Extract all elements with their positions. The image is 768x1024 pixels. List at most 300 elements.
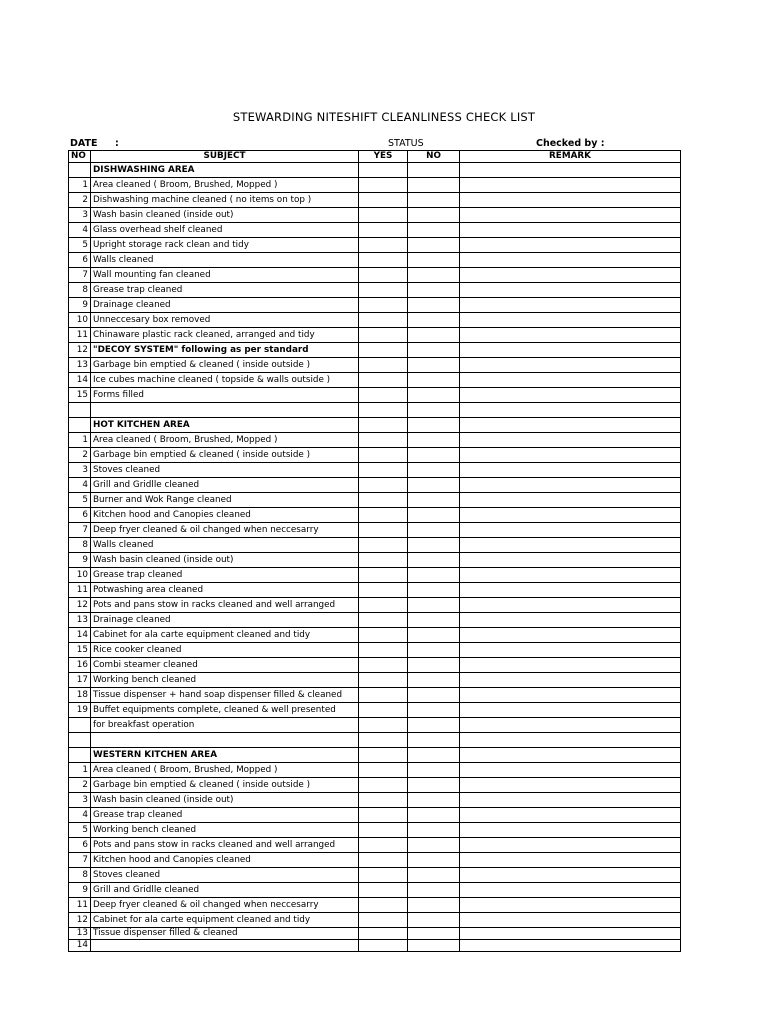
status-no-cell[interactable] bbox=[408, 898, 460, 913]
remark-cell[interactable] bbox=[460, 523, 681, 538]
subject-cell: Potwashing area cleaned bbox=[91, 583, 359, 598]
table-row bbox=[69, 523, 681, 538]
status-no-cell[interactable] bbox=[408, 178, 460, 193]
remark-cell[interactable] bbox=[460, 898, 681, 913]
status-yes-cell[interactable] bbox=[359, 628, 408, 643]
table-row bbox=[69, 478, 681, 493]
status-yes-cell[interactable] bbox=[359, 388, 408, 403]
row-number: 13 bbox=[69, 358, 91, 373]
table-row bbox=[69, 223, 681, 238]
row-number: 11 bbox=[69, 583, 91, 598]
remark-cell[interactable] bbox=[460, 223, 681, 238]
remark-cell[interactable] bbox=[460, 403, 681, 418]
status-yes-cell[interactable] bbox=[359, 823, 408, 838]
subject-cell: Grill and Gridlle cleaned bbox=[91, 883, 359, 898]
status-yes-cell[interactable] bbox=[359, 343, 408, 358]
row-number: 14 bbox=[69, 940, 91, 952]
status-no-cell[interactable] bbox=[408, 598, 460, 613]
table-row bbox=[69, 718, 681, 733]
subject-cell: Pots and pans stow in racks cleaned and well arranged bbox=[91, 598, 359, 613]
status-no-cell[interactable] bbox=[408, 478, 460, 493]
subject-cell: Wall mounting fan cleaned bbox=[91, 268, 359, 283]
status-no-cell[interactable] bbox=[408, 463, 460, 478]
subject-cell: Working bench cleaned bbox=[91, 823, 359, 838]
row-number: 10 bbox=[69, 568, 91, 583]
remark-cell[interactable] bbox=[460, 433, 681, 448]
status-yes-cell[interactable] bbox=[359, 463, 408, 478]
status-yes-cell[interactable] bbox=[359, 928, 408, 940]
status-no-cell[interactable] bbox=[408, 853, 460, 868]
status-no-cell[interactable] bbox=[408, 838, 460, 853]
status-yes-cell[interactable] bbox=[359, 583, 408, 598]
section-title: DISHWASHING AREA bbox=[91, 163, 359, 178]
remark-cell[interactable] bbox=[460, 253, 681, 268]
table-row bbox=[69, 343, 681, 358]
remark-cell[interactable] bbox=[460, 463, 681, 478]
subject-cell: Walls cleaned bbox=[91, 538, 359, 553]
status-no-cell[interactable] bbox=[408, 793, 460, 808]
subject-cell: Garbage bin emptied & cleaned ( inside outside ) bbox=[91, 448, 359, 463]
status-no-cell[interactable] bbox=[408, 313, 460, 328]
remark-cell[interactable] bbox=[460, 418, 681, 433]
status-no-cell[interactable] bbox=[408, 163, 460, 178]
table-row bbox=[69, 703, 681, 718]
row-number: 6 bbox=[69, 508, 91, 523]
remark-cell[interactable] bbox=[460, 868, 681, 883]
remark-cell[interactable] bbox=[460, 268, 681, 283]
status-yes-cell[interactable] bbox=[359, 778, 408, 793]
row-number: 12 bbox=[69, 598, 91, 613]
table-row bbox=[69, 823, 681, 838]
remark-cell[interactable] bbox=[460, 808, 681, 823]
status-no-cell[interactable] bbox=[408, 298, 460, 313]
table-row bbox=[69, 283, 681, 298]
remark-cell[interactable] bbox=[460, 598, 681, 613]
status-yes-cell[interactable] bbox=[359, 268, 408, 283]
row-number: 8 bbox=[69, 283, 91, 298]
table-row bbox=[69, 628, 681, 643]
status-yes-cell[interactable] bbox=[359, 868, 408, 883]
subject-cell: "DECOY SYSTEM" following as per standard bbox=[91, 343, 359, 358]
status-label: STATUS bbox=[388, 138, 424, 149]
subject-cell: Cabinet for ala carte equipment cleaned and tidy bbox=[91, 913, 359, 928]
row-number: 18 bbox=[69, 688, 91, 703]
table-row bbox=[69, 358, 681, 373]
status-no-cell[interactable] bbox=[408, 823, 460, 838]
table-row bbox=[69, 538, 681, 553]
status-yes-cell[interactable] bbox=[359, 208, 408, 223]
table-row bbox=[69, 793, 681, 808]
remark-cell[interactable] bbox=[460, 940, 681, 952]
status-yes-cell[interactable] bbox=[359, 883, 408, 898]
table-row bbox=[69, 493, 681, 508]
status-no-cell[interactable] bbox=[408, 658, 460, 673]
subject-cell: Kitchen hood and Canopies cleaned bbox=[91, 853, 359, 868]
table-row bbox=[69, 373, 681, 388]
subject-cell bbox=[91, 403, 359, 418]
subject-cell: Area cleaned ( Broom, Brushed, Mopped ) bbox=[91, 178, 359, 193]
subject-cell: Upright storage rack clean and tidy bbox=[91, 238, 359, 253]
row-number: 17 bbox=[69, 673, 91, 688]
table-row bbox=[69, 238, 681, 253]
row-number bbox=[69, 403, 91, 418]
status-yes-cell[interactable] bbox=[359, 373, 408, 388]
status-yes-cell[interactable] bbox=[359, 193, 408, 208]
section-title: HOT KITCHEN AREA bbox=[91, 418, 359, 433]
status-yes-cell[interactable] bbox=[359, 358, 408, 373]
status-yes-cell[interactable] bbox=[359, 613, 408, 628]
subject-cell: Walls cleaned bbox=[91, 253, 359, 268]
row-number: 4 bbox=[69, 808, 91, 823]
remark-cell[interactable] bbox=[460, 283, 681, 298]
table-row bbox=[69, 463, 681, 478]
remark-cell[interactable] bbox=[460, 178, 681, 193]
row-number: 2 bbox=[69, 778, 91, 793]
subject-cell: Kitchen hood and Canopies cleaned bbox=[91, 508, 359, 523]
status-yes-cell[interactable] bbox=[359, 538, 408, 553]
status-no-cell[interactable] bbox=[408, 688, 460, 703]
status-no-cell[interactable] bbox=[408, 403, 460, 418]
status-yes-cell[interactable] bbox=[359, 238, 408, 253]
remark-cell[interactable] bbox=[460, 883, 681, 898]
status-yes-cell[interactable] bbox=[359, 838, 408, 853]
status-no-cell[interactable] bbox=[408, 583, 460, 598]
remark-cell[interactable] bbox=[460, 763, 681, 778]
blank-row bbox=[69, 733, 681, 748]
remark-cell[interactable] bbox=[460, 658, 681, 673]
page-title: STEWARDING NITESHIFT CLEANLINESS CHECK LIST bbox=[232, 110, 536, 124]
remark-cell[interactable] bbox=[460, 313, 681, 328]
status-yes-cell[interactable] bbox=[359, 763, 408, 778]
remark-cell[interactable] bbox=[460, 823, 681, 838]
status-yes-cell[interactable] bbox=[359, 223, 408, 238]
remark-cell[interactable] bbox=[460, 478, 681, 493]
remark-cell[interactable] bbox=[460, 238, 681, 253]
status-no-cell[interactable] bbox=[408, 748, 460, 763]
status-yes-cell[interactable] bbox=[359, 313, 408, 328]
status-yes-cell[interactable] bbox=[359, 298, 408, 313]
row-number: 5 bbox=[69, 823, 91, 838]
table-row bbox=[69, 388, 681, 403]
remark-cell[interactable] bbox=[460, 838, 681, 853]
column-header-yes: YES bbox=[359, 151, 408, 163]
remark-cell[interactable] bbox=[460, 373, 681, 388]
row-number: 15 bbox=[69, 388, 91, 403]
remark-cell[interactable] bbox=[460, 163, 681, 178]
status-no-cell[interactable] bbox=[408, 208, 460, 223]
status-no-cell[interactable] bbox=[408, 253, 460, 268]
status-yes-cell[interactable] bbox=[359, 703, 408, 718]
status-no-cell[interactable] bbox=[408, 328, 460, 343]
remark-cell[interactable] bbox=[460, 343, 681, 358]
status-yes-cell[interactable] bbox=[359, 493, 408, 508]
row-number: 12 bbox=[69, 343, 91, 358]
status-no-cell[interactable] bbox=[408, 553, 460, 568]
status-yes-cell[interactable] bbox=[359, 448, 408, 463]
remark-cell[interactable] bbox=[460, 628, 681, 643]
remark-cell[interactable] bbox=[460, 718, 681, 733]
status-no-cell[interactable] bbox=[408, 508, 460, 523]
subject-cell: Wash basin cleaned (inside out) bbox=[91, 208, 359, 223]
column-header-remark: REMARK bbox=[460, 151, 681, 163]
subject-cell: Drainage cleaned bbox=[91, 298, 359, 313]
status-yes-cell[interactable] bbox=[359, 718, 408, 733]
status-yes-cell[interactable] bbox=[359, 478, 408, 493]
subject-cell bbox=[91, 733, 359, 748]
remark-cell[interactable] bbox=[460, 328, 681, 343]
row-number: 10 bbox=[69, 313, 91, 328]
status-no-cell[interactable] bbox=[408, 448, 460, 463]
status-no-cell[interactable] bbox=[408, 418, 460, 433]
status-no-cell[interactable] bbox=[408, 223, 460, 238]
table-row bbox=[69, 178, 681, 193]
subject-cell: Pots and pans stow in racks cleaned and well arranged bbox=[91, 838, 359, 853]
subject-cell: Deep fryer cleaned & oil changed when neccesarry bbox=[91, 898, 359, 913]
status-yes-cell[interactable] bbox=[359, 673, 408, 688]
date-label: DATE bbox=[70, 138, 98, 149]
row-number: 7 bbox=[69, 268, 91, 283]
status-no-cell[interactable] bbox=[408, 763, 460, 778]
remark-cell[interactable] bbox=[460, 913, 681, 928]
table-row bbox=[69, 298, 681, 313]
status-no-cell[interactable] bbox=[408, 673, 460, 688]
subject-cell: Area cleaned ( Broom, Brushed, Mopped ) bbox=[91, 763, 359, 778]
table-row bbox=[69, 688, 681, 703]
status-no-cell[interactable] bbox=[408, 643, 460, 658]
table-row bbox=[69, 313, 681, 328]
table-row bbox=[69, 898, 681, 913]
row-number: 7 bbox=[69, 523, 91, 538]
subject-cell: Tissue dispenser filled & cleaned bbox=[91, 928, 359, 940]
remark-cell[interactable] bbox=[460, 613, 681, 628]
remark-cell[interactable] bbox=[460, 193, 681, 208]
subject-cell: Combi steamer cleaned bbox=[91, 658, 359, 673]
section-header-row bbox=[69, 418, 681, 433]
subject-cell: Unneccesary box removed bbox=[91, 313, 359, 328]
status-no-cell[interactable] bbox=[408, 538, 460, 553]
status-yes-cell[interactable] bbox=[359, 163, 408, 178]
status-yes-cell[interactable] bbox=[359, 643, 408, 658]
table-row bbox=[69, 508, 681, 523]
subject-cell: Burner and Wok Range cleaned bbox=[91, 493, 359, 508]
remark-cell[interactable] bbox=[460, 733, 681, 748]
status-no-cell[interactable] bbox=[408, 433, 460, 448]
status-yes-cell[interactable] bbox=[359, 508, 408, 523]
remark-cell[interactable] bbox=[460, 493, 681, 508]
row-number: 15 bbox=[69, 643, 91, 658]
row-number: 3 bbox=[69, 793, 91, 808]
status-no-cell[interactable] bbox=[408, 568, 460, 583]
table-row bbox=[69, 928, 681, 940]
table-row bbox=[69, 433, 681, 448]
subject-cell: Stoves cleaned bbox=[91, 868, 359, 883]
remark-cell[interactable] bbox=[460, 508, 681, 523]
table-row bbox=[69, 643, 681, 658]
status-yes-cell[interactable] bbox=[359, 178, 408, 193]
status-yes-cell[interactable] bbox=[359, 808, 408, 823]
status-yes-cell[interactable] bbox=[359, 418, 408, 433]
subject-cell: Wash basin cleaned (inside out) bbox=[91, 553, 359, 568]
status-yes-cell[interactable] bbox=[359, 403, 408, 418]
section-title: WESTERN KITCHEN AREA bbox=[91, 748, 359, 763]
table-row bbox=[69, 328, 681, 343]
table-row bbox=[69, 868, 681, 883]
status-no-cell[interactable] bbox=[408, 913, 460, 928]
row-number: 5 bbox=[69, 493, 91, 508]
status-no-cell[interactable] bbox=[408, 493, 460, 508]
status-no-cell[interactable] bbox=[408, 358, 460, 373]
column-header-no: NO bbox=[69, 151, 91, 163]
remark-cell[interactable] bbox=[460, 568, 681, 583]
status-no-cell[interactable] bbox=[408, 343, 460, 358]
table-row bbox=[69, 613, 681, 628]
remark-cell[interactable] bbox=[460, 748, 681, 763]
status-yes-cell[interactable] bbox=[359, 523, 408, 538]
table-row bbox=[69, 763, 681, 778]
remark-cell[interactable] bbox=[460, 538, 681, 553]
status-yes-cell[interactable] bbox=[359, 733, 408, 748]
subject-cell: Area cleaned ( Broom, Brushed, Mopped ) bbox=[91, 433, 359, 448]
subject-cell: Chinaware plastic rack cleaned, arranged and tidy bbox=[91, 328, 359, 343]
subject-cell: Rice cooker cleaned bbox=[91, 643, 359, 658]
status-no-cell[interactable] bbox=[408, 703, 460, 718]
row-number: 12 bbox=[69, 913, 91, 928]
remark-cell[interactable] bbox=[460, 448, 681, 463]
row-number: 9 bbox=[69, 883, 91, 898]
status-no-cell[interactable] bbox=[408, 523, 460, 538]
row-number: 14 bbox=[69, 628, 91, 643]
row-number: 16 bbox=[69, 658, 91, 673]
row-number bbox=[69, 163, 91, 178]
remark-cell[interactable] bbox=[460, 298, 681, 313]
status-yes-cell[interactable] bbox=[359, 598, 408, 613]
status-no-cell[interactable] bbox=[408, 940, 460, 952]
remark-cell[interactable] bbox=[460, 673, 681, 688]
row-number: 13 bbox=[69, 613, 91, 628]
column-header-subject: SUBJECT bbox=[91, 151, 359, 163]
subject-cell: Grease trap cleaned bbox=[91, 283, 359, 298]
blank-row bbox=[69, 403, 681, 418]
checked-by-label: Checked by : bbox=[536, 138, 605, 149]
subject-cell: Grill and Gridlle cleaned bbox=[91, 478, 359, 493]
table-row bbox=[69, 553, 681, 568]
status-no-cell[interactable] bbox=[408, 268, 460, 283]
remark-cell[interactable] bbox=[460, 208, 681, 223]
remark-cell[interactable] bbox=[460, 778, 681, 793]
section-header-row bbox=[69, 163, 681, 178]
row-number: 19 bbox=[69, 703, 91, 718]
subject-cell: Ice cubes machine cleaned ( topside & walls outside ) bbox=[91, 373, 359, 388]
status-no-cell[interactable] bbox=[408, 613, 460, 628]
table-row bbox=[69, 658, 681, 673]
status-no-cell[interactable] bbox=[408, 283, 460, 298]
status-yes-cell[interactable] bbox=[359, 568, 408, 583]
table-row bbox=[69, 253, 681, 268]
table-row bbox=[69, 913, 681, 928]
status-no-cell[interactable] bbox=[408, 778, 460, 793]
status-yes-cell[interactable] bbox=[359, 433, 408, 448]
status-yes-cell[interactable] bbox=[359, 898, 408, 913]
table-row bbox=[69, 583, 681, 598]
remark-cell[interactable] bbox=[460, 583, 681, 598]
remark-cell[interactable] bbox=[460, 793, 681, 808]
table-row bbox=[69, 268, 681, 283]
status-yes-cell[interactable] bbox=[359, 328, 408, 343]
subject-cell: Forms filled bbox=[91, 388, 359, 403]
table-row bbox=[69, 883, 681, 898]
status-no-cell[interactable] bbox=[408, 733, 460, 748]
remark-cell[interactable] bbox=[460, 853, 681, 868]
subject-cell: Wash basin cleaned (inside out) bbox=[91, 793, 359, 808]
subject-cell: Garbage bin emptied & cleaned ( inside outside ) bbox=[91, 358, 359, 373]
row-number: 11 bbox=[69, 898, 91, 913]
subject-cell: Buffet equipments complete, cleaned & well presented bbox=[91, 703, 359, 718]
subject-cell: Stoves cleaned bbox=[91, 463, 359, 478]
status-no-cell[interactable] bbox=[408, 808, 460, 823]
row-number bbox=[69, 718, 91, 733]
remark-cell[interactable] bbox=[460, 703, 681, 718]
status-yes-cell[interactable] bbox=[359, 658, 408, 673]
table-row bbox=[69, 568, 681, 583]
remark-cell[interactable] bbox=[460, 643, 681, 658]
subject-cell: Working bench cleaned bbox=[91, 673, 359, 688]
status-no-cell[interactable] bbox=[408, 718, 460, 733]
status-yes-cell[interactable] bbox=[359, 253, 408, 268]
status-no-cell[interactable] bbox=[408, 628, 460, 643]
status-no-cell[interactable] bbox=[408, 868, 460, 883]
remark-cell[interactable] bbox=[460, 388, 681, 403]
status-no-cell[interactable] bbox=[408, 388, 460, 403]
table-row bbox=[69, 838, 681, 853]
table-row bbox=[69, 673, 681, 688]
status-yes-cell[interactable] bbox=[359, 748, 408, 763]
status-yes-cell[interactable] bbox=[359, 553, 408, 568]
status-yes-cell[interactable] bbox=[359, 688, 408, 703]
table-row bbox=[69, 193, 681, 208]
remark-cell[interactable] bbox=[460, 553, 681, 568]
subject-cell: Drainage cleaned bbox=[91, 613, 359, 628]
status-yes-cell[interactable] bbox=[359, 913, 408, 928]
subject-cell: for breakfast operation bbox=[91, 718, 359, 733]
row-number: 4 bbox=[69, 223, 91, 238]
column-header-no-status: NO bbox=[408, 151, 460, 163]
row-number: 2 bbox=[69, 448, 91, 463]
status-no-cell[interactable] bbox=[408, 883, 460, 898]
table-row bbox=[69, 808, 681, 823]
subject-cell bbox=[91, 940, 359, 952]
remark-cell[interactable] bbox=[460, 688, 681, 703]
section-header-row bbox=[69, 748, 681, 763]
row-number bbox=[69, 748, 91, 763]
status-no-cell[interactable] bbox=[408, 373, 460, 388]
status-no-cell[interactable] bbox=[408, 238, 460, 253]
status-yes-cell[interactable] bbox=[359, 940, 408, 952]
remark-cell[interactable] bbox=[460, 358, 681, 373]
table-row bbox=[69, 448, 681, 463]
row-number: 6 bbox=[69, 838, 91, 853]
table-row bbox=[69, 778, 681, 793]
subject-cell: Tissue dispenser + hand soap dispenser filled & cleaned bbox=[91, 688, 359, 703]
status-no-cell[interactable] bbox=[408, 193, 460, 208]
remark-cell[interactable] bbox=[460, 928, 681, 940]
status-no-cell[interactable] bbox=[408, 928, 460, 940]
status-yes-cell[interactable] bbox=[359, 283, 408, 298]
status-yes-cell[interactable] bbox=[359, 853, 408, 868]
row-number: 8 bbox=[69, 538, 91, 553]
status-yes-cell[interactable] bbox=[359, 793, 408, 808]
table-row bbox=[69, 598, 681, 613]
row-number: 2 bbox=[69, 193, 91, 208]
